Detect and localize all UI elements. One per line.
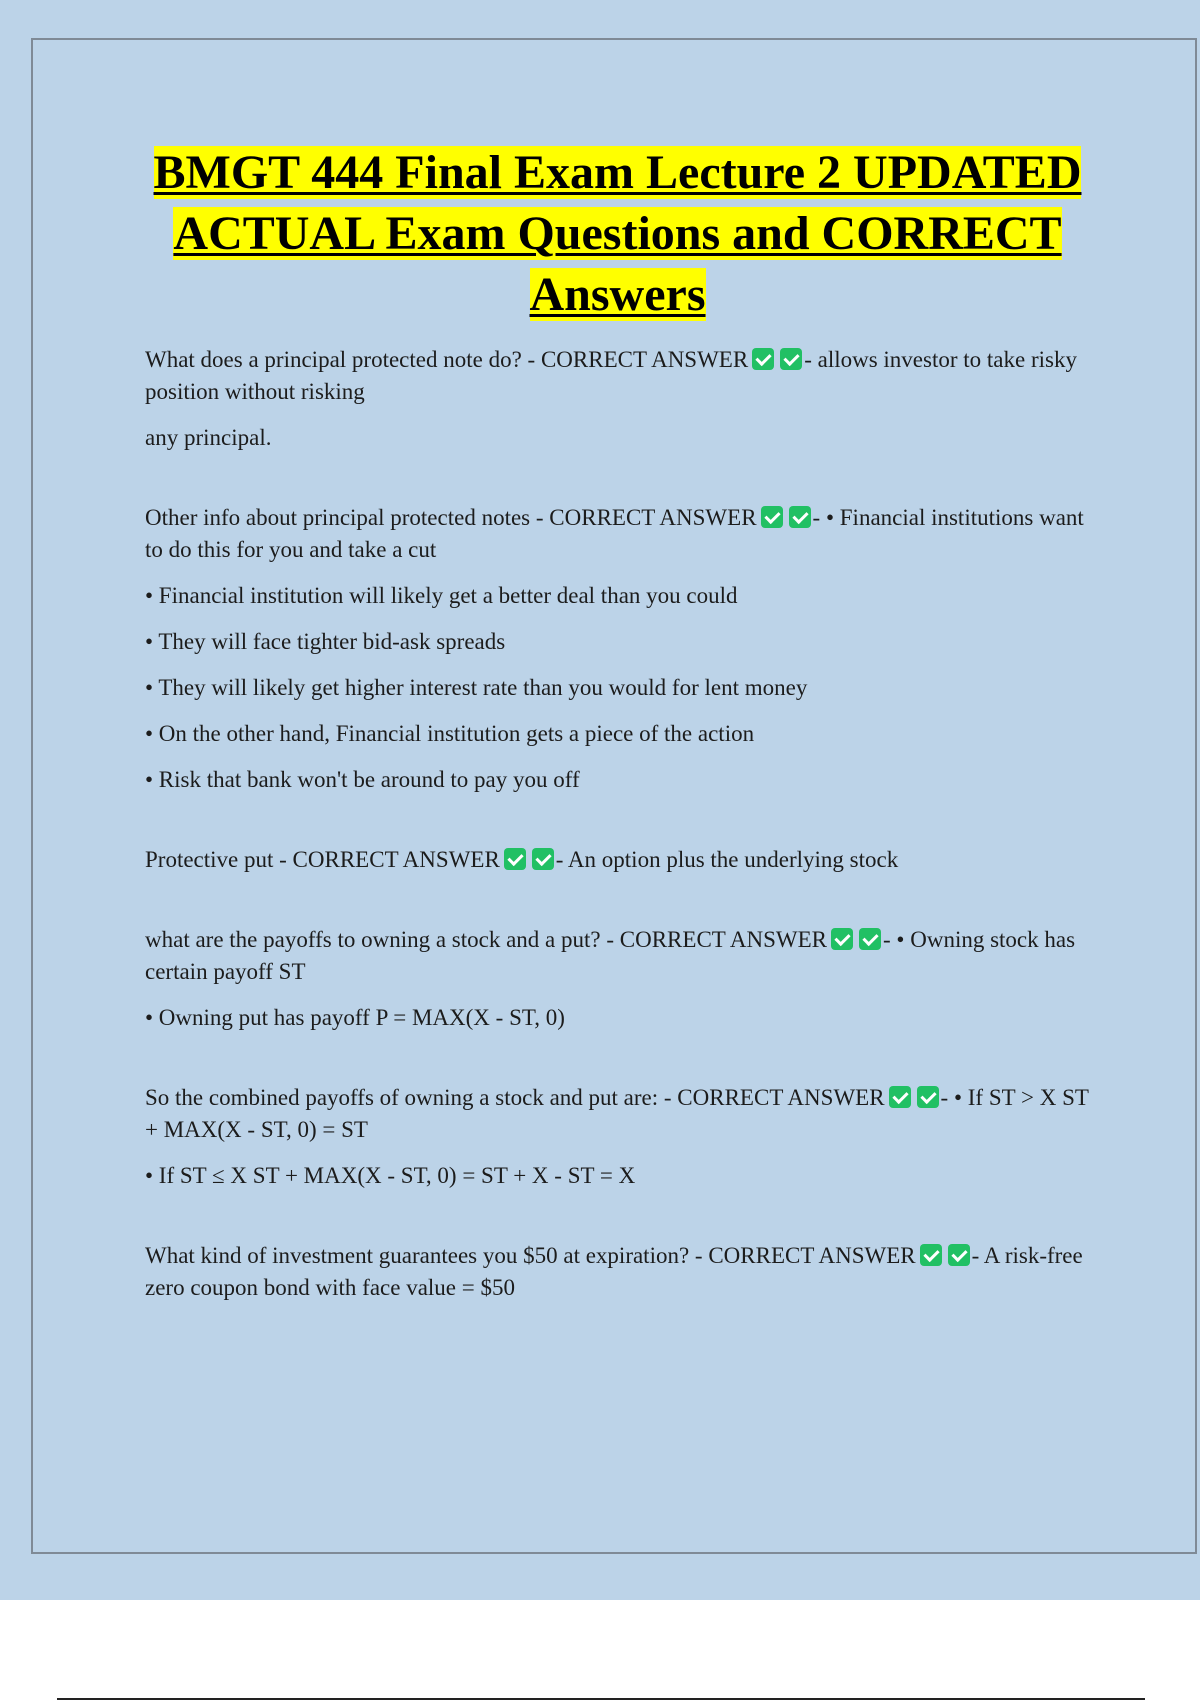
check-mark-icon — [780, 348, 802, 370]
check-mark-icon — [504, 848, 526, 870]
check-mark-icon — [831, 928, 853, 950]
check-mark-icon — [948, 1244, 970, 1266]
qa-list — [145, 344, 1090, 1304]
check-mark-icon — [532, 848, 554, 870]
qa-first-paragraph — [145, 502, 1090, 566]
qa-item — [145, 844, 1090, 876]
answer-line: • Financial institution will likely get a better deal than you could — [145, 583, 738, 608]
answer-line: • If ST ≤ X ST + MAX(X - ST, 0) = ST + X - ST = X — [145, 1163, 636, 1188]
document-title — [120, 142, 1115, 325]
answer-line: • They will face tighter bid-ask spreads — [145, 629, 506, 654]
check-mark-icon — [761, 506, 783, 528]
answer-text: - A risk-free zero coupon bond with face value = $50 — [145, 1243, 1083, 1300]
check-mark-icon — [917, 1086, 939, 1108]
question-text: Protective put - CORRECT ANSWER — [145, 847, 500, 872]
qa-first-paragraph — [145, 844, 1090, 876]
check-mark-icon — [789, 506, 811, 528]
check-mark-icon — [920, 1244, 942, 1266]
question-text: So the combined payoffs of owning a stock and put are: - CORRECT ANSWER — [145, 1085, 885, 1110]
check-mark-icon — [859, 928, 881, 950]
question-text: What kind of investment guarantees you $50 at expiration? - CORRECT ANSWER — [145, 1243, 916, 1268]
answer-text: - • If ST > X ST + MAX(X - ST, 0) = ST — [145, 1085, 1089, 1142]
qa-item — [145, 502, 1090, 796]
qa-first-paragraph — [145, 1082, 1090, 1146]
document-title-text: BMGT 444 Final Exam Lecture 2 UPDATED ACTUAL Exam Questions and CORRECT Answers — [153, 146, 1082, 321]
answer-line: any principal. — [145, 425, 272, 450]
answer-line: • Risk that bank won't be around to pay you off — [145, 767, 580, 792]
question-text: What does a principal protected note do? - CORRECT ANSWER — [145, 347, 749, 372]
qa-item — [145, 344, 1090, 454]
check-mark-icon — [889, 1086, 911, 1108]
qa-item — [145, 1240, 1090, 1304]
answer-text: - • Owning stock has certain payoff ST — [145, 927, 1076, 984]
question-text: what are the payoffs to owning a stock and a put? - CORRECT ANSWER — [145, 927, 828, 952]
check-mark-icon — [752, 348, 774, 370]
answer-line: • On the other hand, Financial institution gets a piece of the action — [145, 721, 755, 746]
qa-first-paragraph — [145, 924, 1090, 988]
qa-first-paragraph — [145, 1240, 1090, 1304]
answer-line: • Owning put has payoff P = MAX(X - ST, 0) — [145, 1005, 565, 1030]
answer-text: - • Financial institutions want to do this for you and take a cut — [145, 505, 1084, 562]
answer-text: - An option plus the underlying stock — [555, 847, 899, 872]
answer-line: • They will likely get higher interest rate than you would for lent money — [145, 675, 808, 700]
answer-text: - allows investor to take risky position without risking — [145, 347, 1077, 404]
question-text: Other info about principal protected notes - CORRECT ANSWER — [145, 505, 757, 530]
qa-item — [145, 1082, 1090, 1192]
qa-item — [145, 924, 1090, 1034]
qa-first-paragraph — [145, 344, 1090, 408]
